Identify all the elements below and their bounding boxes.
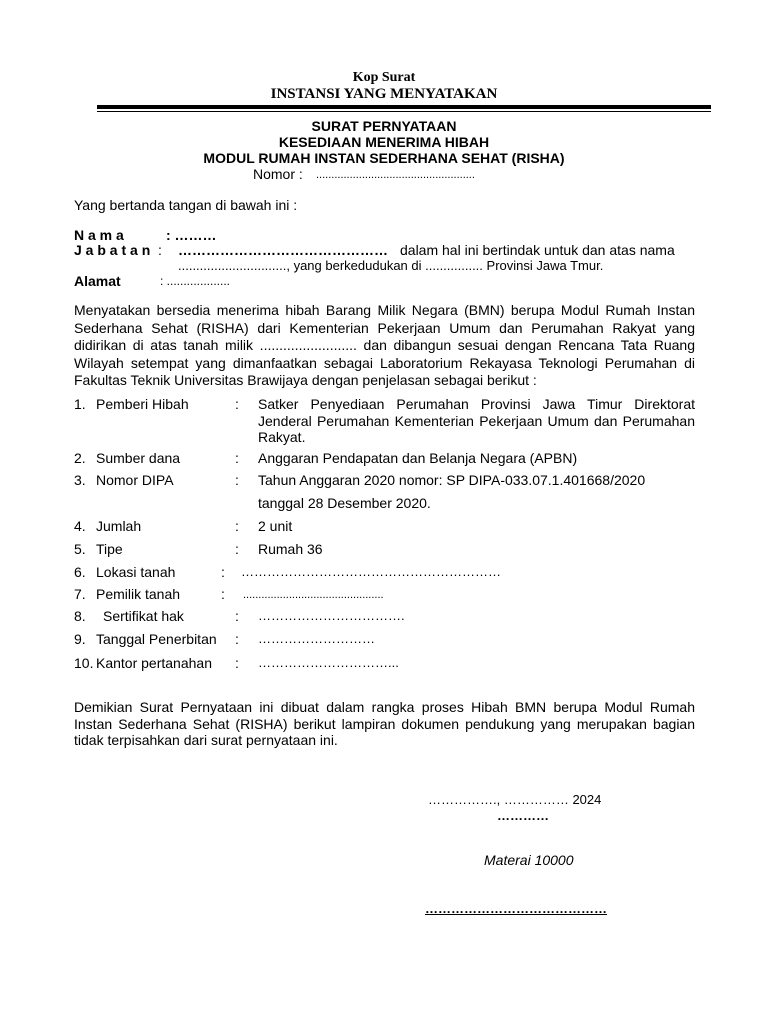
- list-item-value: ………………………: [258, 631, 375, 646]
- statement-paragraph: Menyatakan bersedia menerima hibah Barang Milik Negara (BMN) berupa Modul Rumah Instan Sederhana Sehat (RISHA) dari Kementerian Pekerjaan Umum dan Perumahan Rakyat yang didirikan di atas tanah milik ......................... dan dibangun sesuai dengan Rencana Tata Ruang Wilayah setempat yang dimanfaatkan sebagai Laboratorium Rekayasa Teknologi Perumahan di Fakultas Teknik Universitas Brawijaya dengan penjelasan sebagai berikut :: [74, 302, 695, 388]
- nomor-label: Nomor :: [253, 166, 303, 182]
- list-item-value: Tahun Anggaran 2020 nomor: SP DIPA-033.07.1.401668/2020: [258, 472, 646, 488]
- list-item-label: Pemilik tanah: [96, 586, 181, 602]
- list-item-colon: :: [235, 450, 239, 466]
- title-line1: SURAT PERNYATAAN: [311, 118, 457, 134]
- list-item-label: Sumber dana: [96, 450, 181, 466]
- list-item-value: Rumah 36: [258, 541, 323, 557]
- signatory-name-line: ……………………………………: [425, 901, 607, 916]
- list-item-label: Nomor DIPA: [96, 472, 174, 488]
- letterhead-rule-thin: [97, 111, 711, 112]
- list-item-colon: :: [235, 472, 239, 488]
- signature-dots: …………: [497, 808, 549, 823]
- alamat-value: : ...................: [160, 274, 231, 288]
- alamat-label: Alamat: [74, 273, 121, 289]
- list-item-label: Lokasi tanah: [96, 564, 176, 580]
- list-item-value: …………………………...: [258, 655, 399, 670]
- list-item-label: Tipe: [96, 541, 123, 557]
- list-item-number: 5.: [74, 541, 86, 557]
- list-item-value: Anggaran Pendapatan dan Belanja Negara (APBN): [258, 450, 578, 466]
- materai-label: Materai 10000: [484, 852, 574, 868]
- place-date: ……………., …………… 2024: [428, 792, 602, 807]
- nama-value: : ………: [166, 227, 217, 243]
- list-item-label: Jumlah: [96, 518, 142, 534]
- list-item-colon: :: [235, 631, 239, 647]
- list-item-number: 2.: [74, 450, 86, 466]
- jabatan-rest: dalam hal ini bertindak untuk dan atas nama: [400, 242, 675, 258]
- list-item-number: 3.: [74, 472, 86, 488]
- nomor-value: ....................................................: [316, 169, 475, 181]
- list-item-colon: :: [235, 655, 239, 671]
- list-item-colon: :: [235, 518, 239, 534]
- list-item-label: Tanggal Penerbitan: [96, 631, 217, 647]
- letterhead-rule-thick: [97, 105, 711, 109]
- list-item-value: ..............................................: [243, 589, 384, 601]
- list-item-number: 8.: [74, 608, 86, 624]
- list-item-number: 9.: [74, 631, 86, 647]
- list-item-number: 10.: [74, 655, 94, 671]
- list-item-value: …………………………….: [258, 608, 405, 623]
- list-item-colon: :: [235, 608, 239, 624]
- intro-text: Yang bertanda tangan di bawah ini :: [74, 197, 298, 213]
- list-item-value: Satker Penyediaan Perumahan Provinsi Jawa Timur Direktorat Jenderal Perumahan Kementerian Pekerjaan Umum dan Perumahan Rakyat.: [258, 396, 695, 445]
- list-item-label: Kantor pertanahan: [96, 655, 212, 671]
- title-line3: MODUL RUMAH INSTAN SEDERHANA SEHAT (RISHA): [203, 150, 565, 166]
- letterhead-agency: INSTANSI YANG MENYATAKAN: [270, 86, 498, 102]
- list-item-value: ……………………………………………………: [241, 564, 501, 579]
- letterhead-line1: Kop Surat: [352, 70, 416, 85]
- jabatan-label: J a b a t a n: [74, 242, 151, 258]
- list-item-value-line2: tanggal 28 Desember 2020.: [258, 495, 431, 511]
- closing-paragraph: Demikian Surat Pernyataan ini dibuat dalam rangka proses Hibah BMN berupa Modul Rumah Instan Sederhana Sehat (RISHA) berikut lampiran dokumen pendukung yang merupakan bagian tidak terpisahkan dari surat pernyataan ini.: [74, 699, 695, 748]
- list-item-colon: :: [235, 396, 239, 412]
- list-item-colon: :: [221, 586, 225, 602]
- jabatan-line2: .............................., yang berkedudukan di ................ Provinsi Jawa Tmur.: [178, 258, 604, 273]
- list-item-number: 6.: [74, 564, 86, 580]
- list-item-label: Pemberi Hibah: [96, 396, 189, 412]
- list-item-colon: :: [235, 541, 239, 557]
- list-item-number: 7.: [74, 586, 86, 602]
- nama-label: N a m a: [74, 227, 124, 243]
- jabatan-colon: :: [158, 242, 162, 258]
- list-item-label: Sertifikat hak: [103, 608, 184, 624]
- list-item-number: 1.: [74, 396, 86, 412]
- list-item-colon: :: [221, 564, 225, 580]
- title-line2: KESEDIAAN MENERIMA HIBAH: [278, 134, 490, 150]
- jabatan-value: ………………………………………: [178, 242, 388, 258]
- list-item-number: 4.: [74, 518, 86, 534]
- list-item-value: 2 unit: [258, 518, 293, 534]
